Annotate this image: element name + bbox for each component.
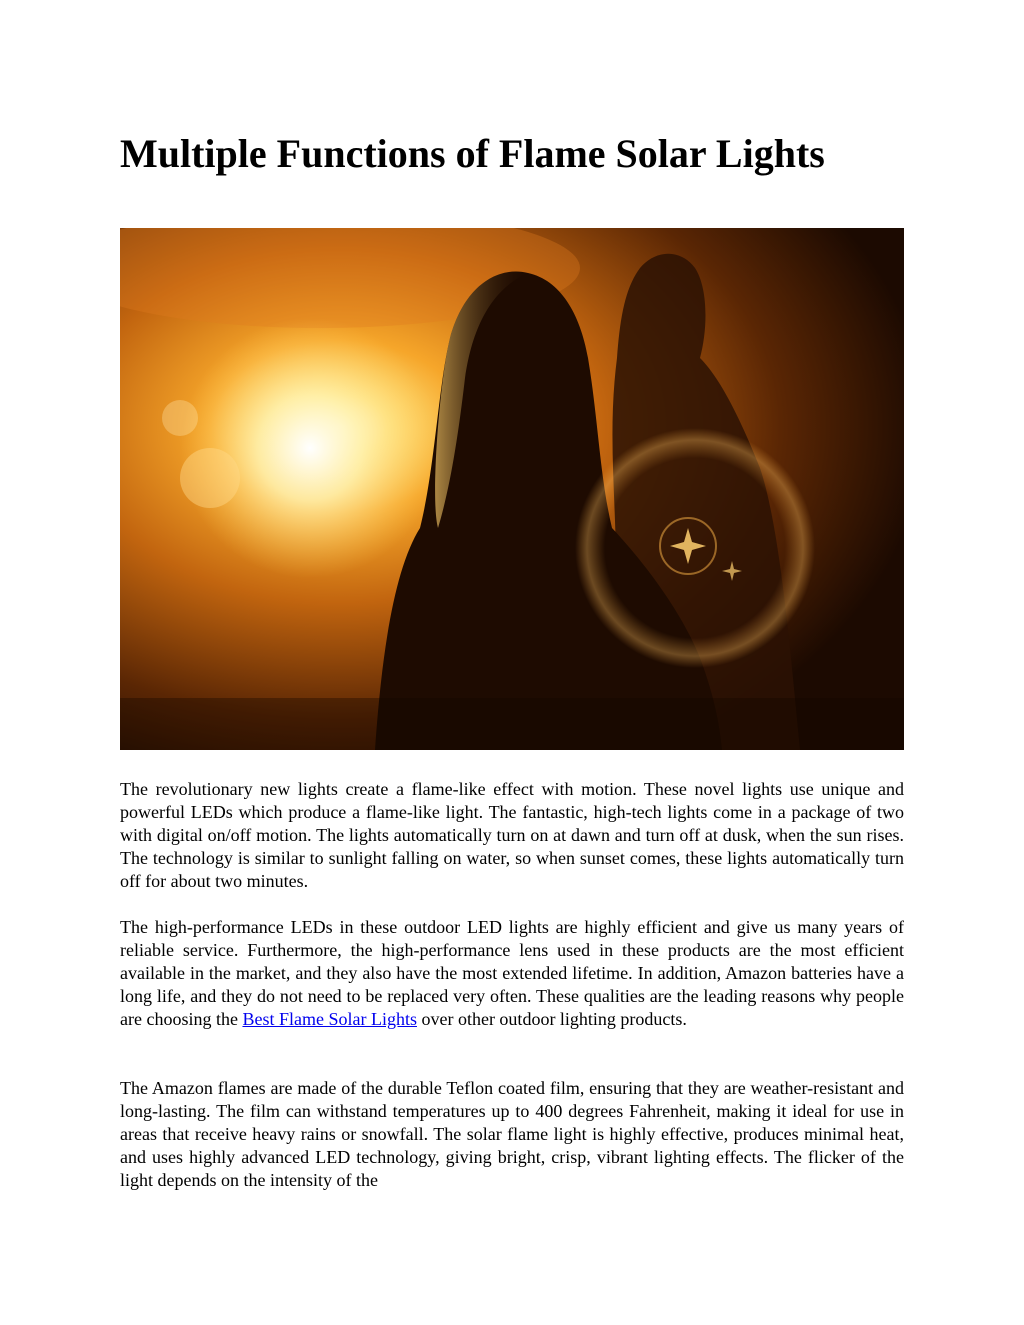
paragraph-2 bbox=[120, 916, 904, 1031]
paragraph-2-text-after: over other outdoor lighting products. bbox=[416, 1009, 687, 1029]
paragraph-2-text-before: The high-performance LEDs in these outdoor LED lights are highly efficient and give us many years of reliable service. Furthermore, the high-performance lens used in these products are the most efficient available in the market, and they also have the most extended lifetime. In addition, Amazon batteries have a long life, and they do not need to be replaced very often. These qualities are the leading reasons why people are choosing the bbox=[120, 917, 904, 1029]
best-flame-solar-lights-link[interactable]: Best Flame Solar Lights bbox=[242, 1009, 417, 1029]
paragraph-1: The revolutionary new lights create a flame-like effect with motion. These novel lights use unique and powerful LEDs which produce a flame-like light. The fantastic, high-tech lights come in a package of two with digital on/off motion. The lights automatically turn on at dawn and turn off at dusk, when the sun rises. The technology is similar to sunlight falling on water, so when sunset comes, these lights automatically turn off for about two minutes. bbox=[120, 779, 904, 891]
page-title: Multiple Functions of Flame Solar Lights bbox=[120, 131, 825, 176]
silhouette-photo bbox=[120, 228, 904, 750]
paragraph-3: The Amazon flames are made of the durable Teflon coated film, ensuring that they are weather-resistant and long-lasting. The film can withstand temperatures up to 400 degrees Fahrenheit, making it ideal for use in areas that receive heavy rains or snowfall. The solar flame light is highly effective, produces minimal heat, and uses highly advanced LED technology, giving bright, crisp, vibrant lighting effects. The flicker of the light depends on the intensity of the bbox=[120, 1078, 904, 1190]
